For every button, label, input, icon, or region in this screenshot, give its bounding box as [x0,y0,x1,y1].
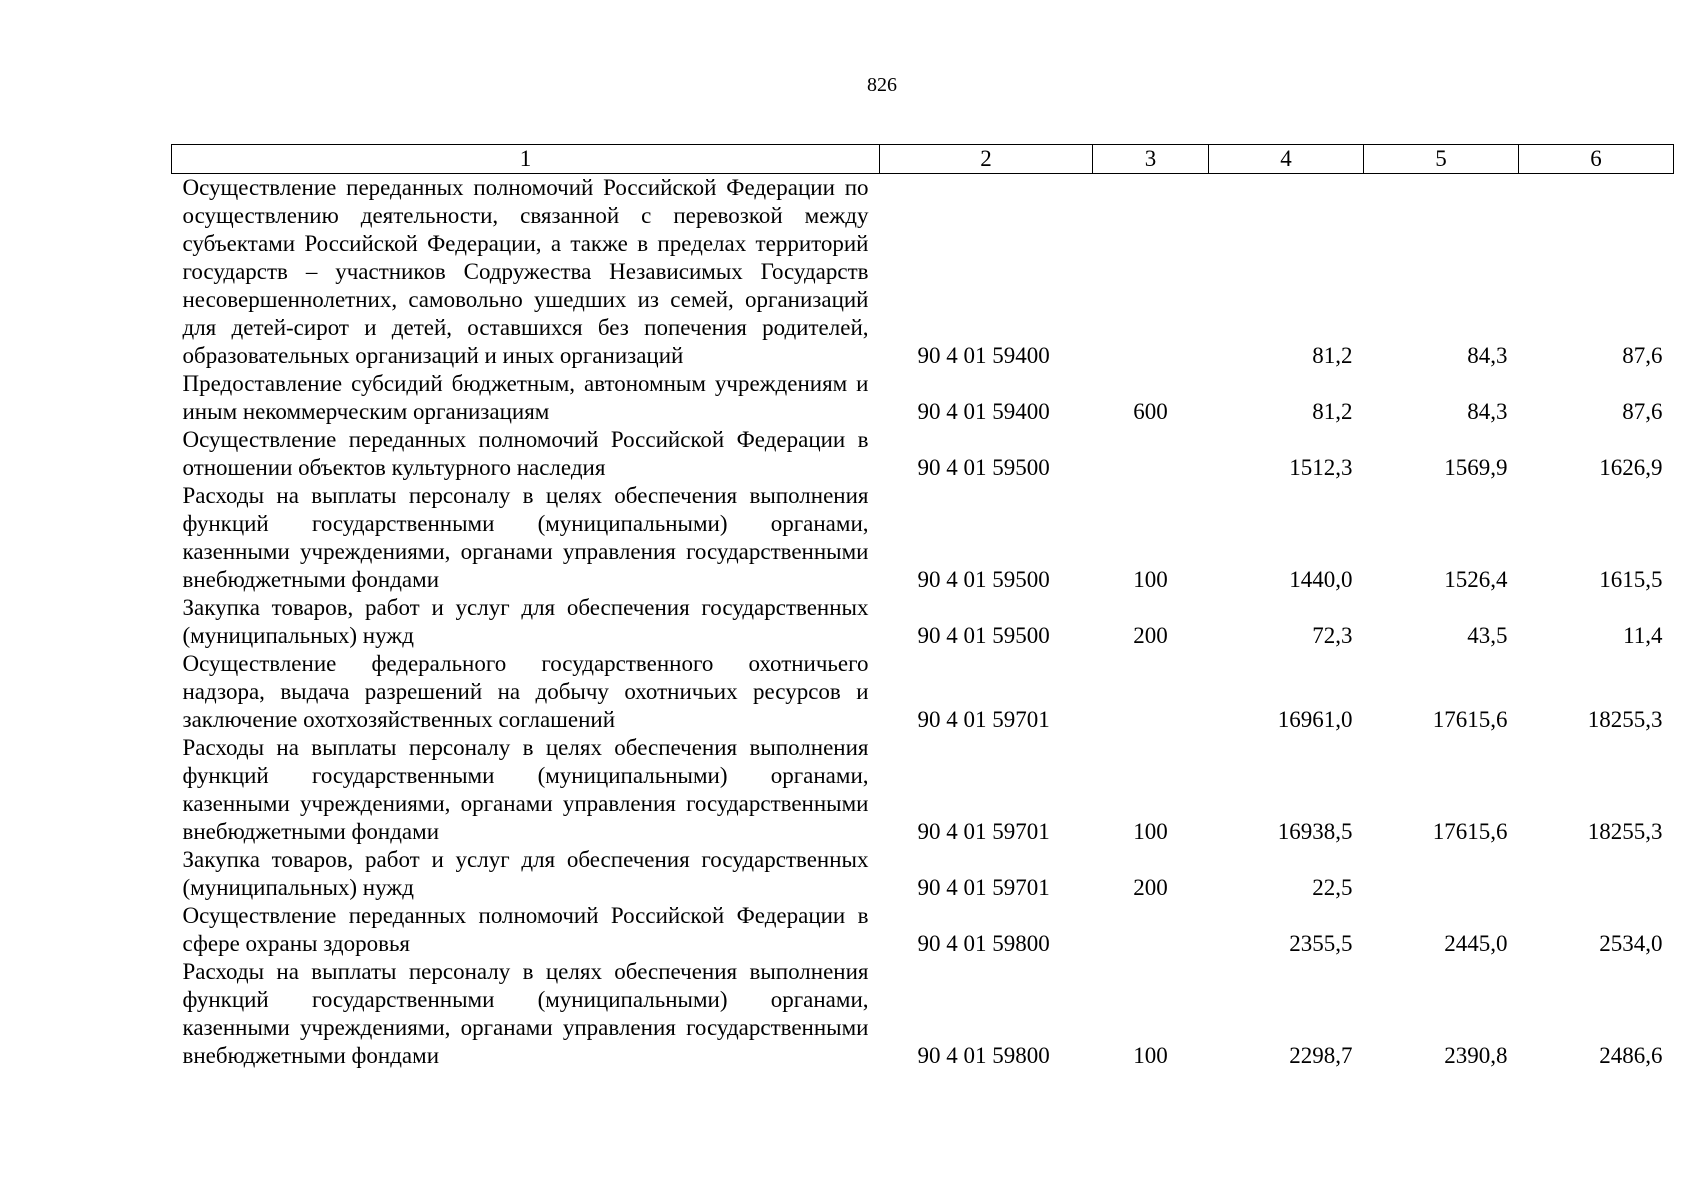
row-expense-type: 200 [1133,875,1168,900]
row-code: 90 4 01 59800 [917,1043,1050,1068]
row-value-1: 16938,5 [1277,819,1353,844]
row-value-1: 81,2 [1312,399,1353,424]
row-code: 90 4 01 59701 [917,707,1050,732]
row-value-1: 1440,0 [1289,567,1353,592]
table-row [172,482,1674,594]
row-value-2: 43,5 [1467,623,1508,648]
row-value-2: 1526,4 [1444,567,1508,592]
row-value-1: 1512,3 [1289,455,1353,480]
table-row [172,426,1674,482]
column-header-code: 2 [880,145,1093,174]
row-value-3: 18255,3 [1587,819,1663,844]
row-expense-type [1093,650,1209,734]
table-row [172,734,1674,846]
row-expense-type: 600 [1133,399,1168,424]
row-value-3: 1626,9 [1599,455,1663,480]
row-code: 90 4 01 59800 [917,931,1050,956]
row-expense-type: 100 [1133,1043,1168,1068]
row-code: 90 4 01 59400 [917,343,1050,368]
table-header [172,145,1674,174]
row-expense-type [1093,426,1209,482]
page-number: 826 [867,74,897,96]
row-value-3: 18255,3 [1587,707,1663,732]
row-value-3: 2486,6 [1599,1043,1663,1068]
table-row [172,902,1674,958]
row-name: Осуществление переданных полномочий Российской Федерации в сфере охраны здоровья [182,903,869,956]
row-name: Осуществление переданных полномочий Российской Федерации в отношении объектов культурного наследия [182,427,869,480]
row-value-2: 2390,8 [1444,1043,1508,1068]
table-row [172,650,1674,734]
row-name: Расходы на выплаты персоналу в целях обеспечения выполнения функций государственными (муниципальными) органами, казенными учреждениями, органами управления государственными внебюджетными фондами [182,735,869,844]
row-code: 90 4 01 59701 [917,875,1050,900]
row-expense-type: 100 [1133,567,1168,592]
row-value-2: 2445,0 [1444,931,1508,956]
row-value-3 [1519,846,1674,902]
row-value-1: 2355,5 [1289,931,1353,956]
table-row [172,370,1674,426]
row-value-2: 84,3 [1467,343,1508,368]
row-value-2: 17615,6 [1432,819,1508,844]
row-value-1: 22,5 [1312,875,1353,900]
row-code: 90 4 01 59500 [917,455,1050,480]
column-header-type: 3 [1093,145,1209,174]
row-code: 90 4 01 59701 [917,819,1050,844]
table-row [172,846,1674,902]
table-row [172,594,1674,650]
column-header-name: 1 [172,145,880,174]
table-row [172,958,1674,1070]
row-expense-type [1093,902,1209,958]
row-value-1: 72,3 [1312,623,1353,648]
row-value-2: 1569,9 [1444,455,1508,480]
row-value-3: 87,6 [1622,399,1663,424]
row-name: Расходы на выплаты персоналу в целях обеспечения выполнения функций государственными (муниципальными) органами, казенными учреждениями, органами управления государственными внебюджетными фондами [182,483,869,592]
row-expense-type: 100 [1133,819,1168,844]
row-code: 90 4 01 59500 [917,567,1050,592]
row-value-3: 87,6 [1622,343,1663,368]
row-name: Предоставление субсидий бюджетным, автономным учреждениям и иным некоммерческим организациям [182,371,869,424]
row-value-2: 84,3 [1467,399,1508,424]
table-row [172,174,1674,371]
row-name: Осуществление переданных полномочий Российской Федерации по осуществлению деятельности, связанной с перевозкой между субъектами Российской Федерации, а также в пределах территорий государств – участников Содружества Независимых Государств несовершеннолетних, самовольно ушедших из семей, организаций для детей-сирот и детей, оставшихся без попечения родителей, образовательных организаций и иных организаций [182,175,869,368]
row-name: Расходы на выплаты персоналу в целях обеспечения выполнения функций государственными (муниципальными) органами, казенными учреждениями, органами управления государственными внебюджетными фондами [182,959,869,1068]
row-value-1: 2298,7 [1289,1043,1353,1068]
row-name: Закупка товаров, работ и услуг для обеспечения государственных (муниципальных) нужд [182,847,869,900]
column-header-value-1: 4 [1209,145,1364,174]
row-value-2 [1364,846,1519,902]
row-code: 90 4 01 59500 [917,623,1050,648]
row-value-3: 11,4 [1623,623,1663,648]
budget-table [171,144,1674,1070]
row-value-1: 16961,0 [1277,707,1353,732]
row-name: Закупка товаров, работ и услуг для обеспечения государственных (муниципальных) нужд [182,595,869,648]
row-expense-type [1093,174,1209,371]
column-header-value-2: 5 [1364,145,1519,174]
row-name: Осуществление федерального государственного охотничьего надзора, выдача разрешений на добычу охотничьих ресурсов и заключение охотхозяйственных соглашений [182,651,869,732]
table-body [172,174,1674,1071]
row-value-3: 2534,0 [1599,931,1663,956]
row-value-3: 1615,5 [1599,567,1663,592]
row-expense-type: 200 [1133,623,1168,648]
column-header-value-3: 6 [1519,145,1674,174]
row-value-1: 81,2 [1312,343,1353,368]
header-row [172,145,1674,174]
row-code: 90 4 01 59400 [917,399,1050,424]
row-value-2: 17615,6 [1432,707,1508,732]
